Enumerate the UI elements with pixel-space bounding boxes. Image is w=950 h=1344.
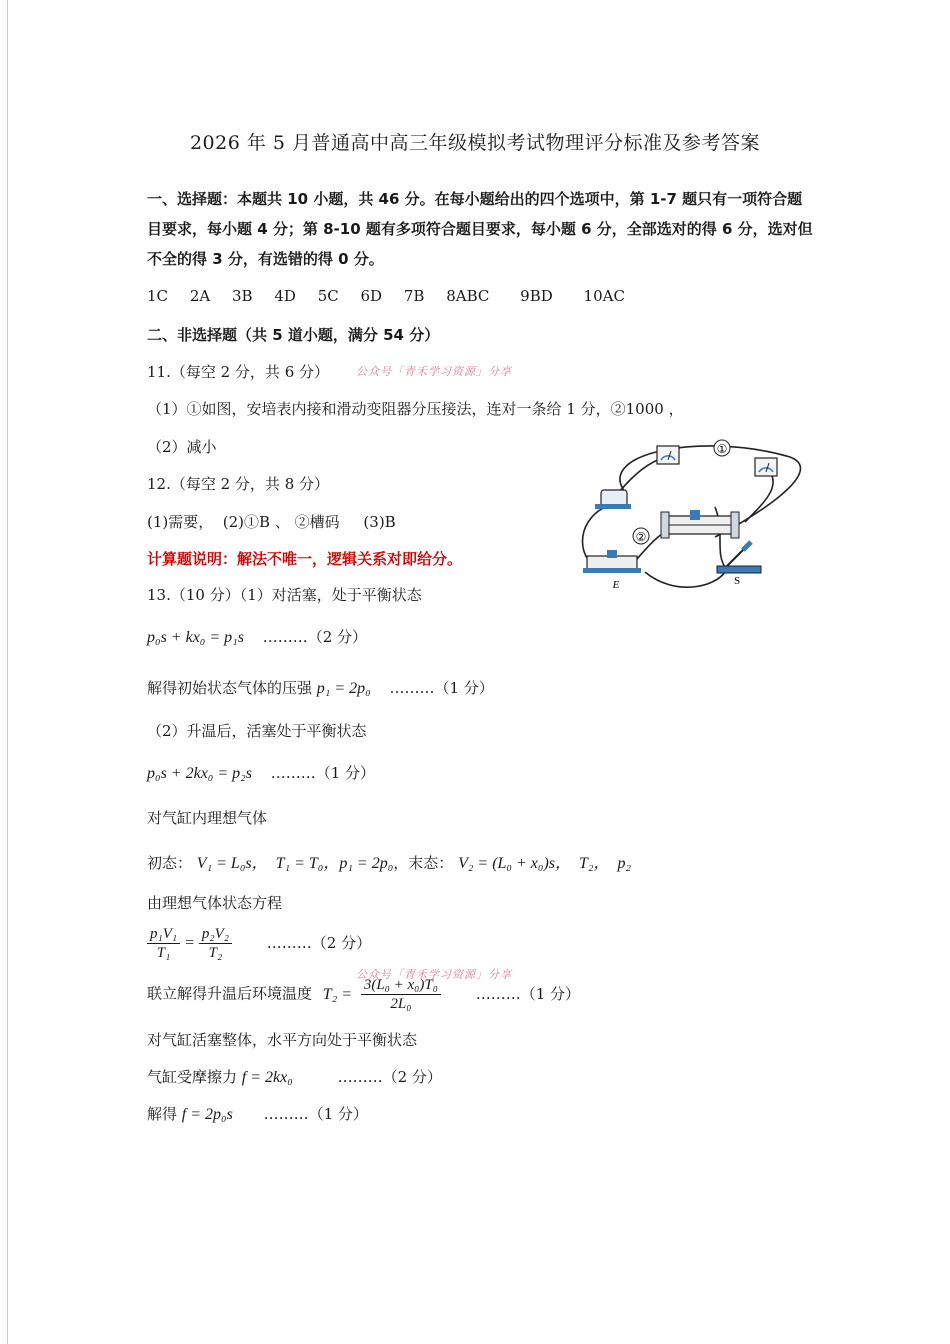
circuit-diagram xyxy=(565,432,805,597)
answer-item: 2A xyxy=(189,287,211,305)
score: ………（1 分） xyxy=(263,1105,368,1123)
choice-answers xyxy=(147,287,642,305)
q13-eq1-line xyxy=(147,626,367,647)
denominator: 2L₀ xyxy=(390,996,412,1012)
q13-eq5-line: $\frac{\text{p₁V₁}}{\text{T₁}}$ = $\frac{\text{p₂V₂}}{\text{T₂}}$ ………（2 分） xyxy=(147,925,371,962)
answer-item: 9BD xyxy=(520,287,553,305)
q13-line2 xyxy=(147,677,494,698)
text: 解得 xyxy=(147,1105,178,1123)
page-title: 2026 年 5 月普通高中高三年级模拟考试物理评分标准及参考答案 xyxy=(189,132,761,154)
equation: p₀s + kx₀ = p₁s xyxy=(147,629,244,646)
equation: p₀s + 2kx₀ = p₂s xyxy=(147,765,252,782)
q13-part2: （2）升温后，活塞处于平衡状态 xyxy=(147,722,367,740)
q12-answer: (1)需要， (2)①B 、 ②槽码 (3)B xyxy=(147,513,396,531)
denominator: T₁ xyxy=(156,945,171,961)
score: ………（1 分） xyxy=(475,984,581,1003)
q11-header: 11.（每空 2 分，共 6 分） xyxy=(147,363,330,381)
fraction-left xyxy=(147,925,180,962)
meter-icon xyxy=(657,446,679,464)
meter-icon xyxy=(755,458,777,476)
watermark: 公众号「青禾学习资源」分享 xyxy=(356,365,512,378)
q13-friction xyxy=(147,1066,442,1087)
answer-item: 3B xyxy=(231,287,253,305)
equation: f = 2p₀s xyxy=(181,1106,233,1123)
figure-label-1: ① xyxy=(716,442,728,456)
equation: p₁ = 2p₀ xyxy=(316,680,371,697)
q13-law: 由理想气体状态方程 xyxy=(147,894,283,912)
battery-icon xyxy=(587,556,637,570)
score: ………（2 分） xyxy=(266,933,372,952)
answer-item: 4D xyxy=(274,287,296,305)
equation: V₂ = (L₀ + x₀)s， T₂， p₂ xyxy=(458,855,632,872)
denominator: T₂ xyxy=(208,945,223,961)
equation: f = 2kx₀ xyxy=(241,1069,293,1086)
fraction-right xyxy=(199,925,232,962)
text: 解得初始状态气体的压强 xyxy=(147,679,313,697)
answer-item: 8ABC xyxy=(446,287,490,305)
q13-eq3-line xyxy=(147,762,375,783)
answer-item: 1C xyxy=(147,287,169,305)
switch-icon xyxy=(717,566,761,573)
numerator: p₁V₁ xyxy=(147,925,180,944)
equation: T₂ = xyxy=(322,985,353,1003)
text: ，末态： xyxy=(393,854,454,872)
equation: V₁ = L₀s， T₁ = T₀，p₁ = 2p₀ xyxy=(196,855,394,872)
answer-item: 7B xyxy=(403,287,425,305)
q13-final xyxy=(147,1103,368,1124)
fraction-t2 xyxy=(361,976,441,1013)
figure-label-2: ② xyxy=(635,530,647,544)
numerator: p₂V₂ xyxy=(199,925,232,944)
q13-line6 xyxy=(147,976,580,1013)
q13-gas: 对气缸内理想气体 xyxy=(147,809,268,827)
section2-heading: 二、非选择题（共 5 道小题，满分 54 分） xyxy=(147,326,440,344)
watermark: 公众号「青禾学习资源」分享 xyxy=(356,968,512,981)
calc-note: 计算题说明：解法不唯一，逻辑关系对即给分。 xyxy=(147,550,463,568)
q11-part1: （1）①如图，安培表内接和滑动变阻器分压接法，连对一条给 1 分，②1000 ， xyxy=(147,400,684,418)
text: 初态： xyxy=(147,854,193,872)
q13-header: 13.（10 分）（1）对活塞，处于平衡状态 xyxy=(147,586,422,604)
text: 气缸受摩擦力 xyxy=(147,1068,238,1086)
score: ………（2 分） xyxy=(337,1068,442,1086)
answer-item: 6D xyxy=(360,287,383,305)
figure-label-e: E xyxy=(612,579,620,591)
numerator: 3(L₀ + x₀)T₀ xyxy=(361,976,441,995)
answer-item: 5C xyxy=(317,287,339,305)
figure-label-s: S xyxy=(733,575,741,587)
text: 联立解得升温后环境温度 xyxy=(147,984,313,1003)
score: ………（1 分） xyxy=(270,764,376,782)
q13-whole: 对气缸活塞整体，水平方向处于平衡状态 xyxy=(147,1031,418,1049)
score: ………（1 分） xyxy=(389,679,494,697)
answer-item: 10AC xyxy=(583,287,625,305)
q13-states xyxy=(147,850,631,873)
page-edge xyxy=(7,0,8,1344)
q12-header: 12.（每空 2 分，共 8 分） xyxy=(147,475,330,493)
score: ………（2 分） xyxy=(262,628,368,646)
section1-heading: 一、选择题：本题共 10 小题，共 46 分。在每小题给出的四个选项中，第 1-7 题只有一项符合题目要求，每小题 4 分；第 8-10 题有多项符合题目要求，每小题 6 分，全部选对的得 6 分，选对但不全的得 3 分，有选错的得 0 分。 xyxy=(147,190,813,268)
q11-part2: （2）减小 xyxy=(147,438,217,456)
